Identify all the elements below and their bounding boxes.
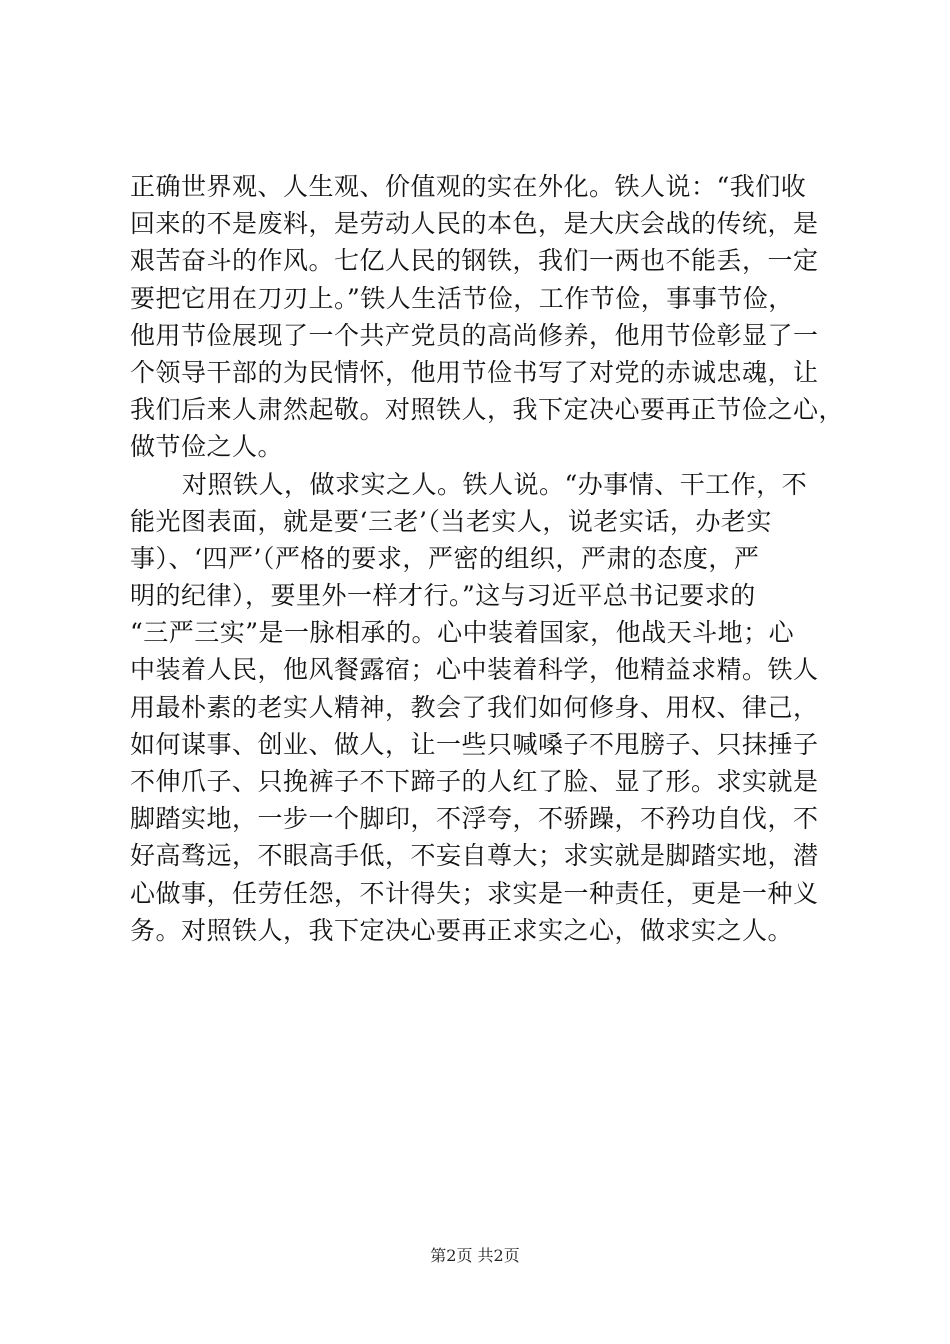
body-text <box>130 168 845 949</box>
text-line: 用最朴素的老实人精神，教会了我们如何修身、用权、律己， <box>130 692 819 722</box>
text-line: 务。对照铁人，我下定决心要再正求实之心，做求实之人。 <box>130 915 794 945</box>
text-line: 事）、‘四严’（严格的要求，严密的组织，严肃的态度，严 <box>130 543 760 573</box>
text-line: 做节俭之人。 <box>130 432 284 462</box>
text-line: 明的纪律），要里外一样才行。”这与习近平总书记要求的 <box>130 581 756 611</box>
text-line: 要把它用在刀刃上。”铁人生活节俭，工作节俭，事事节俭， <box>130 283 794 313</box>
text-line: 他用节俭展现了一个共产党员的高尚修养，他用节俭彰显了一 <box>130 320 819 350</box>
text-line: “三严三实”是一脉相承的。心中装着国家，他战天斗地；心 <box>130 618 795 648</box>
paragraph-first-line: 对照铁人，做求实之人。铁人说。“办事情、干工作，不 <box>182 469 808 499</box>
text-line: 我们后来人肃然起敬。对照铁人，我下定决心要再正节俭之心， <box>130 395 845 425</box>
page-number: 第2页 共2页 <box>430 1246 520 1265</box>
text-line: 回来的不是废料，是劳动人民的本色，是大庆会战的传统，是 <box>130 209 819 239</box>
text-line: 不伸爪子、只挽裤子不下蹄子的人红了脸、显了形。求实就是 <box>130 767 819 796</box>
text-line: 脚踏实地，一步一个脚印，不浮夸，不骄躁，不矜功自伐，不 <box>130 804 819 834</box>
text-line: 心做事，任劳任怨，不计得失；求实是一种责任，更是一种义 <box>130 878 819 908</box>
text-line: 能光图表面，就是要‘三老’（当老实人，说老实话，办老实 <box>130 506 772 536</box>
text-line: 好高骛远，不眼高手低，不妄自尊大；求实就是脚踏实地，潜 <box>130 841 819 871</box>
text-line: 如何谋事、创业、做人，让一些只喊嗓子不甩膀子、只抹捶子 <box>130 729 819 759</box>
page-footer <box>0 1243 950 1266</box>
text-line: 中装着人民，他风餐露宿；心中装着科学，他精益求精。铁人 <box>130 655 819 685</box>
text-line: 艰苦奋斗的作风。七亿人民的钢铁，我们一两也不能丢，一定 <box>130 246 819 276</box>
text-line: 个领导干部的为民情怀，他用节俭书写了对党的赤诚忠魂，让 <box>130 357 819 387</box>
text-line: 正确世界观、人生观、价值观的实在外化。铁人说：“我们收 <box>130 172 807 201</box>
